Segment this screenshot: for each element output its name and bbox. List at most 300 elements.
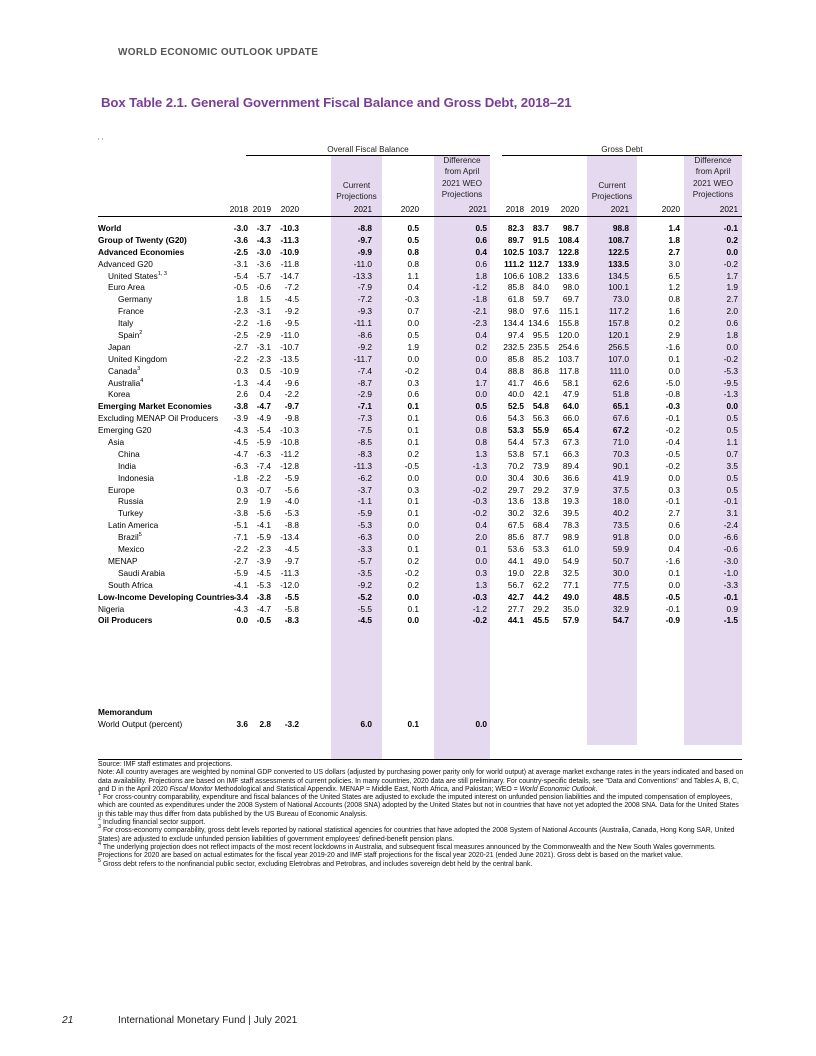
row-label: Latin America (108, 520, 159, 531)
table-cell: 0.6 (475, 258, 487, 269)
table-cell: 98.9 (562, 532, 579, 543)
table-row (98, 223, 742, 235)
table-cell: -9.2 (284, 306, 299, 317)
memorandum-title: Memorandum (98, 707, 153, 717)
table-cell: 53.8 (507, 448, 524, 459)
table-cell: -5.9 (233, 567, 248, 578)
table-cell: 103.7 (528, 246, 549, 257)
year-2021-balance-diff: 2021 (468, 205, 487, 214)
table-cell: 106.6 (503, 270, 524, 281)
table-cell: 0.1 (407, 401, 419, 412)
table-cell: -8.3 (357, 448, 372, 459)
table-cell: -2.5 (233, 246, 248, 257)
table-cell: 53.6 (507, 544, 524, 555)
table-cell: 40.0 (507, 389, 524, 400)
row-label: Japan (108, 341, 131, 352)
row-label: United States$^{1, 3}$ (108, 270, 167, 281)
table-cell: 1.1 (726, 437, 738, 448)
footnote-1: $^1$ For cross-country comparability, expenditure and fiscal balances of the United States are adjusted to exclude the imputed interest on unfunded pension liabilities and the imputed compensation of employees, which are counted as expenditures under the 2008 System of National Accounts (2008 SNA) adopted by the United States but not in countries that have not yet adopted the 2008 SNA. Data for the United States in this table may thus differ from data published by the US Bureau of Economic Analysis. (98, 791, 739, 818)
table-cell: 2.6 (236, 389, 248, 400)
table-cell: -0.5 (256, 615, 271, 626)
table-cell: 91.5 (532, 234, 549, 245)
table-cell: -4.5 (284, 544, 299, 555)
table-cell: 112.7 (528, 258, 549, 269)
table-cell: 53.3 (532, 544, 549, 555)
table-cell: -13.4 (280, 532, 299, 543)
table-cell: 87.7 (532, 532, 549, 543)
table-cell: -0.2 (723, 353, 738, 364)
table-cell: -1.1 (357, 496, 372, 507)
table-cell: 0.4 (475, 520, 487, 531)
table-cell: 98.0 (507, 306, 524, 317)
table-row (98, 401, 742, 413)
year-2020-balance: 2020 (280, 205, 299, 214)
table-cell: -0.1 (665, 496, 680, 507)
table-cell: -0.1 (665, 413, 680, 424)
table-cell: 73.0 (612, 294, 629, 305)
table-cell: 0.0 (726, 401, 738, 412)
table-cell: 1.3 (475, 579, 487, 590)
table-cell: 0.5 (475, 223, 487, 233)
table-cell: -0.7 (256, 484, 271, 495)
table-cell: 0.4 (259, 389, 271, 400)
table-cell: 2.7 (668, 246, 680, 257)
table-bottom-rule (98, 759, 742, 760)
table-cell: -0.3 (472, 496, 487, 507)
table-cell: -2.3 (256, 353, 271, 364)
table-cell: 65.4 (562, 425, 579, 436)
table-cell: 0.0 (407, 353, 419, 364)
table-cell: -0.8 (665, 389, 680, 400)
table-cell: -13.5 (280, 353, 299, 364)
table-cell: 0.0 (668, 365, 680, 376)
table-cell: 155.8 (558, 318, 579, 329)
table-cell: -4.4 (256, 377, 271, 388)
table-row (98, 294, 742, 306)
year-2019-balance: 2019 (252, 205, 271, 214)
table-cell: 0.1 (407, 496, 419, 507)
table-row (98, 318, 742, 330)
table-cell: -9.5 (284, 318, 299, 329)
table-cell: -4.1 (256, 520, 271, 531)
table-cell: 108.7 (608, 234, 629, 245)
table-cell: -11.3 (353, 460, 372, 471)
table-cell: 0.0 (475, 555, 487, 566)
table-cell: 29.2 (532, 603, 549, 614)
table-cell: 0.0 (475, 353, 487, 364)
table-cell: -7.2 (357, 294, 372, 305)
table-cell: 68.4 (532, 520, 549, 531)
table-cell: -8.5 (357, 437, 372, 448)
table-cell: 133.9 (558, 258, 579, 269)
row-label: Russia (118, 496, 144, 507)
table-cell: 117.8 (558, 365, 579, 376)
table-cell: -0.3 (404, 294, 419, 305)
table-cell: -2.7 (233, 341, 248, 352)
row-label: India (118, 460, 136, 471)
table-cell: 90.1 (612, 460, 629, 471)
table-cell: -1.6 (665, 555, 680, 566)
table-cell: 85.8 (507, 282, 524, 293)
table-cell: 0.0 (668, 579, 680, 590)
table-cell: 0.4 (475, 330, 487, 341)
table-cell: 0.0 (726, 246, 738, 257)
row-label: Korea (108, 389, 131, 400)
table-cell: 0.5 (726, 413, 738, 424)
table-cell: 1.8 (236, 294, 248, 305)
table-cell: -5.7 (357, 555, 372, 566)
table-cell: 0.5 (726, 472, 738, 483)
row-label: Advanced G20 (98, 258, 153, 269)
table-cell: -8.8 (357, 223, 372, 233)
table-cell: 85.2 (532, 353, 549, 364)
row-label: Advanced Economies (98, 246, 185, 257)
table-cell: -3.7 (357, 484, 372, 495)
table-cell: 0.3 (475, 567, 487, 578)
table-cell: -14.7 (280, 270, 299, 281)
table-cell: 2.8 (259, 719, 271, 729)
stray-marks: ' ' (98, 137, 104, 146)
table-cell: -4.0 (284, 496, 299, 507)
table-row (98, 437, 742, 449)
running-head: WORLD ECONOMIC OUTLOOK UPDATE (118, 47, 319, 58)
table-cell: 1.5 (259, 294, 271, 305)
table-cell: 0.2 (407, 448, 419, 459)
table-cell: 0.8 (668, 294, 680, 305)
table-cell: 44.2 (532, 591, 549, 602)
table-cell: 134.6 (528, 318, 549, 329)
table-cell: 59.7 (532, 294, 549, 305)
table-cell: 133.6 (558, 270, 579, 281)
table-cell: 40.2 (612, 508, 629, 519)
table-cell: -0.6 (723, 544, 738, 555)
table-cell: 69.7 (562, 294, 579, 305)
table-cell: 18.0 (612, 496, 629, 507)
table-cell: -5.5 (357, 603, 372, 614)
table-cell: -9.5 (723, 377, 738, 388)
row-label: Europe (108, 484, 135, 495)
table-row (98, 532, 742, 544)
table-cell: -3.5 (357, 567, 372, 578)
table-cell: 57.9 (562, 615, 579, 626)
table-cell: 37.5 (612, 484, 629, 495)
table-cell: 157.8 (608, 318, 629, 329)
table-cell: -5.0 (665, 377, 680, 388)
table-cell: 0.1 (407, 603, 419, 614)
table-cell: -3.1 (256, 306, 271, 317)
row-label: China (118, 448, 140, 459)
year-2019-debt: 2019 (530, 205, 549, 214)
table-cell: -9.9 (357, 246, 372, 257)
table-cell: -2.2 (233, 544, 248, 555)
table-cell: -1.0 (723, 567, 738, 578)
table-row (98, 449, 742, 461)
table-cell: -3.6 (233, 234, 248, 245)
table-cell: -0.1 (723, 496, 738, 507)
table-row (98, 330, 742, 342)
table-cell: 65.1 (612, 401, 629, 412)
table-cell: 88.8 (507, 365, 524, 376)
table-cell: 0.5 (726, 425, 738, 436)
table-cell: -5.3 (284, 508, 299, 519)
table-cell: 57.3 (532, 437, 549, 448)
table-cell: 30.4 (507, 472, 524, 483)
table-cell: -0.1 (723, 591, 738, 602)
table-cell: 0.5 (726, 484, 738, 495)
table-cell: 2.9 (236, 496, 248, 507)
row-label: Emerging Market Economies (98, 401, 212, 412)
table-cell: 37.9 (562, 484, 579, 495)
table-cell: 0.0 (407, 318, 419, 329)
table-cell: -5.3 (256, 579, 271, 590)
table-cell: -7.9 (357, 282, 372, 293)
table-cell: -0.2 (404, 365, 419, 376)
table-cell: 0.1 (475, 544, 487, 555)
row-label: Nigeria (98, 603, 125, 614)
table-cell: 0.8 (475, 437, 487, 448)
table-cell: -4.1 (233, 579, 248, 590)
table-cell: 1.8 (475, 270, 487, 281)
table-cell: 0.0 (475, 389, 487, 400)
table-cell: -2.7 (233, 555, 248, 566)
table-cell: -2.9 (357, 389, 372, 400)
table-cell: 45.5 (532, 615, 549, 626)
memo-row (98, 719, 742, 731)
table-cell: -4.7 (233, 448, 248, 459)
row-label: Australia$^4$ (108, 377, 144, 388)
year-2021-debt-diff: 2021 (719, 205, 738, 214)
table-cell: 54.4 (507, 437, 524, 448)
table-cell: 29.2 (532, 484, 549, 495)
table-cell: 66.3 (562, 448, 579, 459)
table-cell: 32.5 (562, 567, 579, 578)
table-cell: 0.4 (475, 365, 487, 376)
table-cell: 19.0 (507, 567, 524, 578)
table-cell: 108.2 (528, 270, 549, 281)
table-row (98, 259, 742, 271)
table-row (98, 282, 742, 294)
group-header-debt: Gross Debt (502, 145, 742, 156)
table-cell: 84.0 (532, 282, 549, 293)
table-cell: 27.7 (507, 603, 524, 614)
table-cell: 73.9 (532, 460, 549, 471)
table-cell: -8.3 (284, 615, 299, 626)
table-cell: -2.2 (284, 389, 299, 400)
table-row (98, 485, 742, 497)
table-cell: -5.3 (357, 520, 372, 531)
table-cell: 100.1 (608, 282, 629, 293)
table-cell: 3.6 (236, 719, 248, 729)
table-cell: -5.6 (256, 508, 271, 519)
table-cell: -8.8 (284, 520, 299, 531)
table-row (98, 544, 742, 556)
table-cell: 53.3 (507, 425, 524, 436)
table-cell: -4.3 (256, 234, 271, 245)
table-cell: -1.3 (472, 460, 487, 471)
row-label: France (118, 306, 144, 317)
table-cell: 0.8 (475, 425, 487, 436)
table-cell: -5.8 (284, 603, 299, 614)
table-cell: 44.1 (507, 615, 524, 626)
table-row (98, 568, 742, 580)
year-2020-balance-diff: 2020 (400, 205, 419, 214)
table-cell: 0.1 (668, 353, 680, 364)
table-row (98, 592, 742, 604)
table-cell: -4.3 (233, 425, 248, 436)
table-cell: 0.3 (236, 365, 248, 376)
table-cell: 0.0 (407, 615, 419, 626)
table-cell: 42.7 (507, 591, 524, 602)
table-cell: 1.9 (259, 496, 271, 507)
row-label: Emerging G20 (98, 425, 152, 436)
table-cell: 6.0 (360, 719, 372, 729)
header-current-balance: Current Projections (336, 181, 377, 202)
table-cell: 67.2 (612, 425, 629, 436)
table-row (98, 556, 742, 568)
year-2021-balance: 2021 (353, 205, 372, 214)
table-row (98, 235, 742, 247)
table-cell: -0.3 (665, 401, 680, 412)
table-cell: 67.3 (562, 437, 579, 448)
table-cell: -9.7 (284, 401, 299, 412)
table-cell: 73.5 (612, 520, 629, 531)
table-cell: -7.5 (357, 425, 372, 436)
table-cell: -12.8 (280, 460, 299, 471)
table-cell: 42.1 (532, 389, 549, 400)
table-cell: 70.3 (612, 448, 629, 459)
table-cell: 0.5 (259, 365, 271, 376)
table-cell: -0.9 (665, 615, 680, 626)
table-cell: 41.9 (612, 472, 629, 483)
header-difference-debt: Difference from April 2021 WEO Projections (692, 156, 734, 199)
table-cell: 41.7 (507, 377, 524, 388)
table-cell: -7.4 (256, 460, 271, 471)
table-cell: 0.1 (407, 544, 419, 555)
table-row (98, 366, 742, 378)
table-cell: 13.8 (532, 496, 549, 507)
table-row (98, 271, 742, 283)
table-cell: -9.8 (284, 413, 299, 424)
table-cell: -2.3 (256, 544, 271, 555)
table-cell: 2.7 (668, 508, 680, 519)
table-cell: 0.0 (668, 472, 680, 483)
table-row (98, 496, 742, 508)
table-cell: -1.8 (472, 294, 487, 305)
row-label: Germany (118, 294, 153, 305)
table-cell: 0.1 (407, 508, 419, 519)
table-cell: 0.7 (407, 306, 419, 317)
table-cell: -0.4 (665, 437, 680, 448)
table-cell: 0.6 (475, 234, 487, 245)
row-label: Italy (118, 318, 134, 329)
table-cell: 3.5 (726, 460, 738, 471)
table-cell: -9.2 (357, 341, 372, 352)
table-cell: 85.6 (507, 532, 524, 543)
table-cell: 0.0 (475, 719, 487, 729)
table-cell: -5.9 (256, 437, 271, 448)
header-difference-balance: Difference from April 2021 WEO Projections (441, 156, 483, 199)
table-cell: 0.0 (407, 591, 419, 602)
table-row (98, 306, 742, 318)
table-cell: -1.6 (665, 341, 680, 352)
table-cell: 0.0 (407, 532, 419, 543)
table-cell: -6.6 (723, 532, 738, 543)
table-cell: 0.5 (475, 401, 487, 412)
table-cell: 0.0 (726, 341, 738, 352)
table-cell: 35.0 (562, 603, 579, 614)
table-row (98, 389, 742, 401)
table-cell: 0.3 (236, 484, 248, 495)
table-cell: -0.2 (472, 484, 487, 495)
table-cell: 89.4 (562, 460, 579, 471)
table-cell: -5.9 (357, 508, 372, 519)
table-cell: 0.2 (407, 555, 419, 566)
table-cell: 1.8 (726, 330, 738, 341)
table-cell: 54.9 (562, 555, 579, 566)
table-cell: -2.5 (233, 330, 248, 341)
table-cell: -0.2 (665, 425, 680, 436)
table-cell: -1.8 (233, 472, 248, 483)
table-cell: -7.1 (357, 401, 372, 412)
year-2018-balance: 2018 (229, 205, 248, 214)
table-cell: -9.2 (357, 579, 372, 590)
table-cell: -10.3 (280, 425, 299, 436)
table-cell: 55.9 (532, 425, 549, 436)
table-cell: -3.8 (256, 591, 271, 602)
table-cell: 86.8 (532, 365, 549, 376)
table-cell: 1.2 (668, 282, 680, 293)
table-cell: 62.6 (612, 377, 629, 388)
general-note: Note: All country averages are weighted by nominal GDP converted to US dollars (adjusted by purchasing power parity only for world output) at average market exchange rates in the years indicated and based on data availability. Projections are based on IMF staff assessments of current policies. In many countries, 2020 data are still preliminary. For country-specific details, see "Data and Conventions" and Tables A, B, C, and D in the April 2020 Fiscal Monitor Methodological and Statistical Appendix. MENAP = Middle East, North Africa, and Pakistan; WEO = World Economic Outlook. (98, 769, 744, 793)
table-cell: -5.3 (723, 365, 738, 376)
row-label: Euro Area (108, 282, 145, 293)
table-cell: 54.3 (507, 413, 524, 424)
table-cell: 85.8 (507, 353, 524, 364)
table-cell: -4.5 (256, 567, 271, 578)
table-cell: 54.7 (612, 615, 629, 626)
table-cell: 120.1 (608, 330, 629, 341)
table-cell: 1.8 (668, 234, 680, 245)
table-cell: 0.5 (407, 223, 419, 233)
year-2018-debt: 2018 (505, 205, 524, 214)
table-cell: 62.2 (532, 579, 549, 590)
table-cell: 39.5 (562, 508, 579, 519)
table-cell: 66.0 (562, 413, 579, 424)
table-cell: 77.1 (562, 579, 579, 590)
table-cell: 1.7 (475, 377, 487, 388)
table-cell: -0.5 (665, 448, 680, 459)
table-cell: -2.1 (472, 306, 487, 317)
row-label: Turkey (118, 508, 144, 519)
row-label: World (98, 223, 122, 233)
table-cell: -0.5 (665, 591, 680, 602)
table-cell: 30.0 (612, 567, 629, 578)
table-cell: -2.3 (472, 318, 487, 329)
table-cell: 61.0 (562, 544, 579, 555)
table-cell: -3.4 (233, 591, 248, 602)
table-row (98, 354, 742, 366)
table-cell: -6.3 (256, 448, 271, 459)
table-cell: 1.6 (668, 306, 680, 317)
table-cell: 0.1 (407, 719, 419, 729)
table-cell: -11.0 (353, 258, 372, 269)
year-header-row (98, 204, 742, 217)
table-cell: 77.5 (612, 579, 629, 590)
table-cell: -11.3 (280, 567, 299, 578)
table-cell: 0.4 (668, 544, 680, 555)
table-cell: -10.9 (280, 365, 299, 376)
table-cell: 1.3 (475, 448, 487, 459)
